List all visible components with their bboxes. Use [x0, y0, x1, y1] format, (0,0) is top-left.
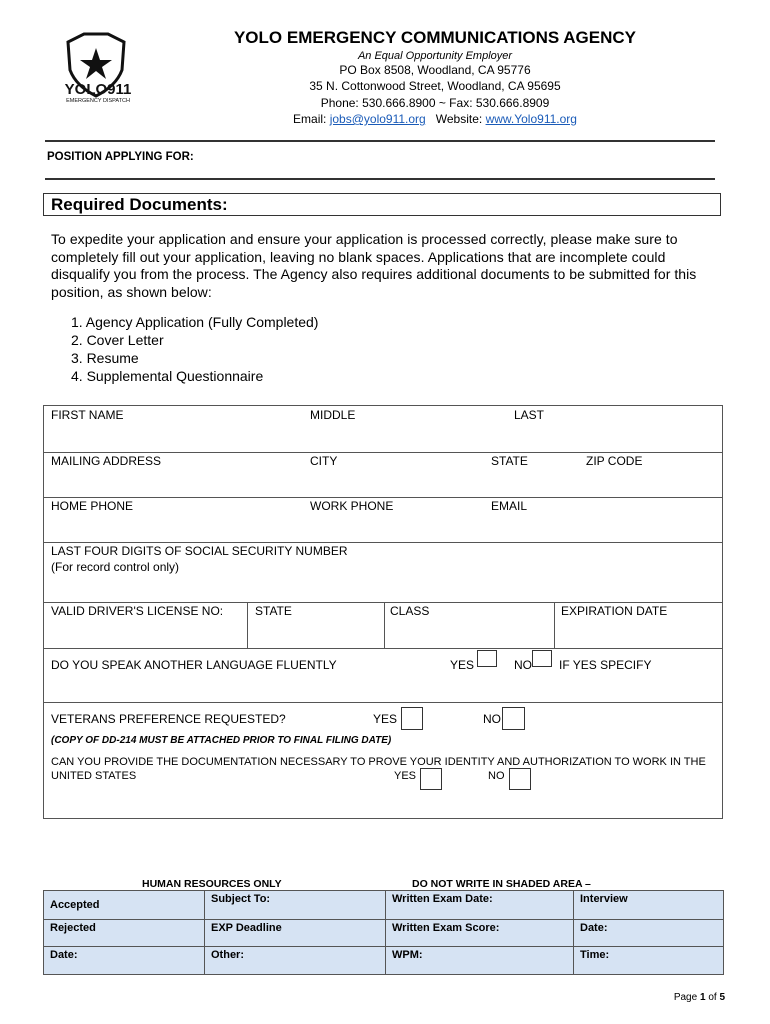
required-docs-list	[51, 313, 318, 385]
last-name-field[interactable]: LAST	[514, 408, 545, 422]
logo-text: YOLO911	[64, 81, 132, 98]
col-divider	[384, 602, 385, 648]
table-cell: Interview	[574, 891, 724, 920]
required-docs-title: Required Documents:	[51, 195, 228, 214]
first-name-field[interactable]: FIRST NAME	[51, 408, 124, 422]
list-item: 1. Agency Application (Fully Completed)	[71, 314, 319, 330]
shaded-area-caption: DO NOT WRITE IN SHADED AREA –	[412, 878, 591, 890]
veterans-question: VETERANS PREFERENCE REQUESTED?	[51, 712, 286, 726]
veterans-no-checkbox[interactable]	[502, 707, 525, 730]
language-yes-label: YES	[450, 658, 475, 672]
veterans-yes-label: YES	[373, 712, 398, 726]
contact-line	[150, 112, 720, 126]
website-link[interactable]: www.Yolo911.org	[485, 112, 577, 126]
zip-field[interactable]: ZIP CODE	[586, 454, 643, 468]
list-item: 2. Cover Letter	[71, 332, 164, 348]
table-row	[44, 947, 724, 975]
page-current: 1	[699, 992, 706, 1003]
language-yes-checkbox[interactable]	[477, 650, 497, 667]
id-yes-label: YES	[394, 770, 417, 782]
table-cell: Rejected	[44, 920, 205, 947]
address-line-2: 35 N. Cottonwood Street, Woodland, CA 95695	[309, 79, 561, 93]
language-question: DO YOU SPEAK ANOTHER LANGUAGE FLUENTLY	[51, 658, 337, 672]
middle-name-field[interactable]: MIDDLE	[310, 408, 356, 422]
dd214-note: (COPY OF DD-214 MUST BE ATTACHED PRIOR TO FINAL FILING DATE)	[51, 735, 392, 746]
ssn-field[interactable]: LAST FOUR DIGITS OF SOCIAL SECURITY NUMBER	[51, 544, 348, 558]
page-number	[674, 992, 725, 1003]
row-divider	[43, 702, 723, 703]
license-state-field[interactable]: STATE	[255, 604, 292, 618]
language-no-checkbox[interactable]	[532, 650, 552, 667]
divider	[45, 140, 715, 142]
table-cell: Written Exam Date:	[386, 891, 574, 920]
row-divider	[43, 452, 723, 453]
website-label: Website:	[435, 112, 483, 126]
license-field[interactable]: VALID DRIVER'S LICENSE NO:	[51, 604, 224, 618]
col-divider	[554, 602, 555, 648]
table-cell: Time:	[574, 947, 724, 975]
table-cell: WPM:	[386, 947, 574, 975]
hr-table	[43, 890, 724, 975]
expiration-date-field[interactable]: EXPIRATION DATE	[561, 604, 668, 618]
city-field[interactable]: CITY	[310, 454, 338, 468]
email-field[interactable]: EMAIL	[491, 499, 528, 513]
agency-name: YOLO EMERGENCY COMMUNICATIONS AGENCY	[233, 28, 637, 47]
table-row	[44, 920, 724, 947]
email-link[interactable]: jobs@yolo911.org	[329, 112, 426, 126]
address-line-1: PO Box 8508, Woodland, CA 95776	[339, 63, 531, 77]
id-question: CAN YOU PROVIDE THE DOCUMENTATION NECESSARY TO PROVE YOUR IDENTITY AND AUTHORIZATION TO WORK IN THE UNITED STATES	[51, 756, 706, 782]
veterans-yes-checkbox[interactable]	[401, 707, 423, 730]
state-field[interactable]: STATE	[491, 454, 528, 468]
home-phone-field[interactable]: HOME PHONE	[51, 499, 134, 513]
language-no-label: NO	[514, 658, 532, 672]
position-label: POSITION APPLYING FOR:	[47, 151, 194, 163]
table-cell: Written Exam Score:	[386, 920, 574, 947]
id-yes-checkbox[interactable]	[420, 768, 442, 790]
work-phone-field[interactable]: WORK PHONE	[310, 499, 394, 513]
page-total: 5	[719, 992, 725, 1003]
license-class-field[interactable]: CLASS	[390, 604, 430, 618]
divider	[45, 178, 715, 180]
table-cell: Subject To:	[205, 891, 386, 920]
page-of: of	[708, 992, 717, 1003]
row-divider	[43, 497, 723, 498]
agency-logo	[50, 30, 150, 106]
hr-only-caption: HUMAN RESOURCES ONLY	[142, 878, 282, 890]
ssn-note: (For record control only)	[51, 560, 180, 574]
list-item: 4. Supplemental Questionnaire	[71, 368, 264, 384]
phone-fax: Phone: 530.666.8900 ~ Fax: 530.666.8909	[320, 96, 550, 110]
mailing-address-field[interactable]: MAILING ADDRESS	[51, 454, 162, 468]
list-item: 3. Resume	[71, 350, 139, 366]
row-divider	[43, 602, 723, 603]
table-row	[44, 891, 724, 920]
row-divider	[43, 648, 723, 649]
page-label: Page	[673, 992, 698, 1003]
col-divider	[247, 602, 248, 648]
eoe-statement: An Equal Opportunity Employer	[357, 50, 513, 62]
table-cell: Date:	[574, 920, 724, 947]
id-no-checkbox[interactable]	[509, 768, 531, 790]
table-cell: Other:	[205, 947, 386, 975]
id-no-label: NO	[488, 770, 505, 782]
row-divider	[43, 542, 723, 543]
table-cell: Accepted	[44, 891, 205, 920]
language-specify-field[interactable]: IF YES SPECIFY	[559, 658, 652, 672]
required-docs-intro: To expedite your application and ensure your application is processed correctly, please make sure to completely fill out your application, leaving no blank spaces. Applications that are incomplete could disqualify you from the process. The Agency also requires additional documents to be submitted for this position, as shown below:	[51, 231, 697, 300]
table-cell: EXP Deadline	[205, 920, 386, 947]
veterans-no-label: NO	[483, 712, 501, 726]
email-label: Email:	[293, 112, 327, 126]
logo-subtext: EMERGENCY DISPATCH	[66, 98, 130, 104]
table-cell: Date:	[44, 947, 205, 975]
